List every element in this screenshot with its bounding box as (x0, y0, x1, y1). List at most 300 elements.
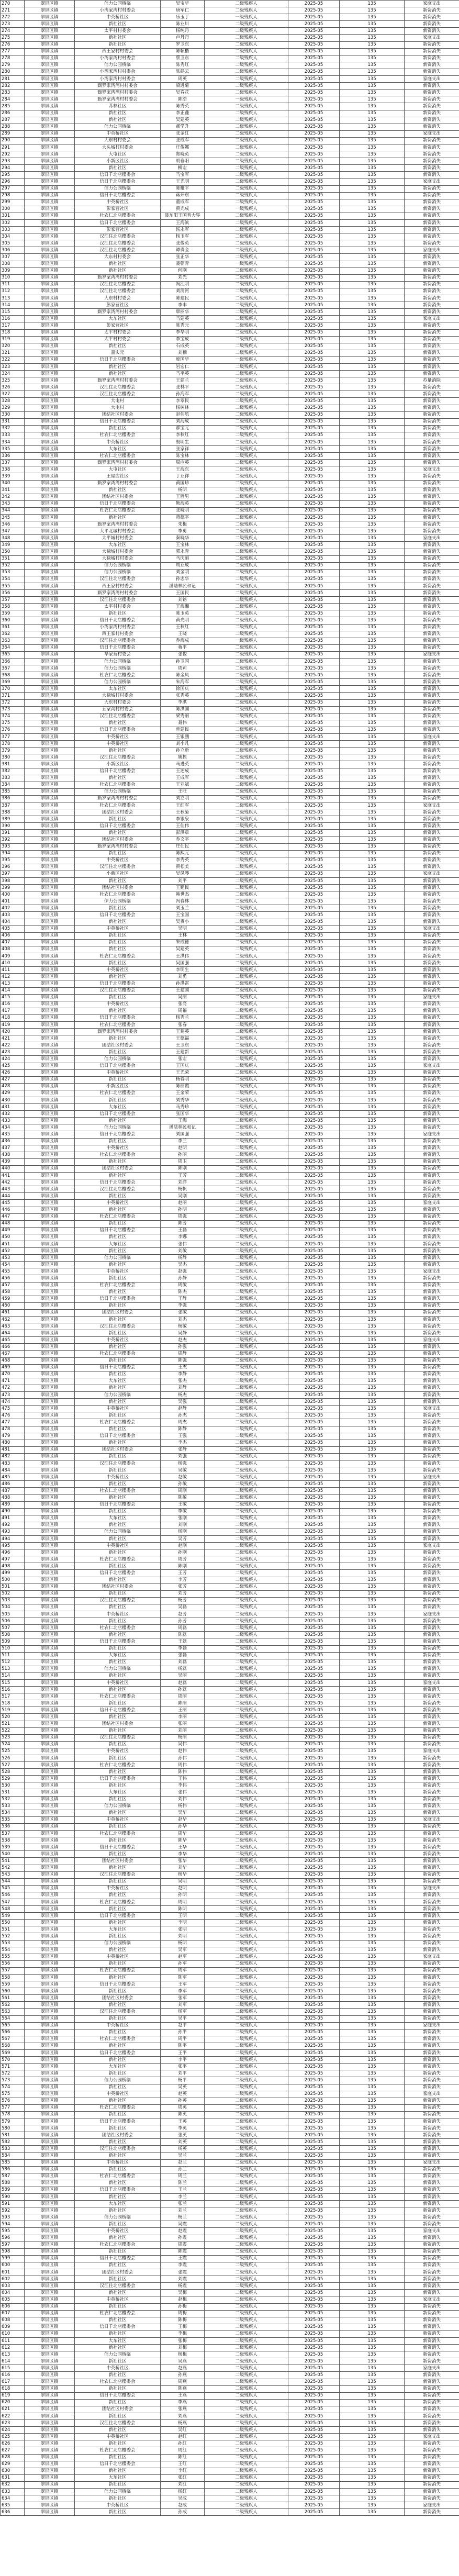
month-cell: 2025-05 (288, 528, 340, 535)
month-cell: 2025-05 (288, 1714, 340, 1721)
amount-cell: 135 (340, 185, 405, 192)
row-number: 283 (1, 90, 25, 96)
disability-level-cell: 二级残疾人 (205, 2098, 288, 2104)
row-number: 484 (1, 1467, 25, 1474)
amount-cell: 135 (340, 1282, 405, 1289)
amount-cell: 135 (340, 158, 405, 165)
disability-level-cell: 二级残疾人 (205, 1399, 288, 1406)
village-cell: 新社社区 (75, 1467, 161, 1474)
row-number: 456 (1, 1275, 25, 1282)
town-cell: 翠屏区镇 (25, 2118, 75, 2125)
month-cell: 2025-05 (288, 1796, 340, 1803)
village-cell: 团结社区村委会 (75, 1309, 161, 1316)
town-cell: 翠屏区镇 (25, 206, 75, 213)
row-number: 391 (1, 830, 25, 837)
disability-level-cell: 二级残疾人 (205, 816, 288, 823)
row-number: 343 (1, 500, 25, 507)
town-cell: 翠屏区镇 (25, 41, 75, 48)
name-cell: 吴明 (161, 1878, 205, 1885)
name-cell: 王兰 (161, 2187, 205, 2193)
town-cell: 翠屏区镇 (25, 1522, 75, 1529)
month-cell: 2025-05 (288, 1371, 340, 1378)
village-cell: 新社社区 (75, 2207, 161, 2214)
amount-cell: 135 (340, 418, 405, 425)
table-row (1, 329, 459, 336)
month-cell: 2025-05 (288, 425, 340, 432)
village-cell: 汉江住北店樱委会 (75, 281, 161, 288)
amount-cell: 135 (340, 932, 405, 939)
amount-cell: 135 (340, 2050, 405, 2057)
row-number: 448 (1, 1220, 25, 1227)
status-cell: 新资消失 (405, 432, 459, 439)
amount-cell: 135 (340, 864, 405, 871)
village-cell: 中英桥社区 (75, 925, 161, 932)
row-number: 463 (1, 1323, 25, 1330)
disability-level-cell: 二级残疾人 (205, 2303, 288, 2310)
status-cell: 新资消失 (405, 2221, 459, 2228)
name-cell: 王红军 (161, 802, 205, 809)
disability-level-cell: 二级残疾人 (205, 2468, 288, 2474)
village-cell: 汉江住北店樱委会 (75, 754, 161, 761)
village-cell: 杜农仁北店樱委会 (75, 1899, 161, 1905)
row-number: 599 (1, 2255, 25, 2262)
name-cell: 陈刚 (161, 1165, 205, 1172)
amount-cell: 135 (340, 610, 405, 617)
town-cell: 翠屏区镇 (25, 1885, 75, 1892)
table-row (1, 1317, 459, 1323)
amount-cell: 135 (340, 925, 405, 932)
table-row (1, 576, 459, 583)
table-row (1, 2420, 459, 2427)
amount-cell: 135 (340, 967, 405, 974)
name-cell: 曾建民 (161, 727, 205, 733)
name-cell: 王建兰 (161, 377, 205, 384)
village-cell: 中英桥社区 (75, 2296, 161, 2303)
town-cell: 翠屏区镇 (25, 2235, 75, 2242)
status-cell: 新资消失 (405, 1049, 459, 1056)
amount-cell: 135 (340, 741, 405, 748)
disability-level-cell: 二级残疾人 (205, 980, 288, 987)
disability-level-cell: 二级残疾人 (205, 1076, 288, 1083)
status-cell: 新资消失 (405, 1769, 459, 1776)
table-row (1, 2015, 459, 2022)
town-cell: 翠屏区镇 (25, 2434, 75, 2440)
table-row (1, 699, 459, 706)
row-number: 322 (1, 356, 25, 363)
status-cell: 新资消失 (405, 960, 459, 967)
village-cell: 杜农仁北店樱委会 (75, 782, 161, 788)
table-row (1, 1975, 459, 1981)
village-cell: 团结社区村委会 (75, 1721, 161, 1727)
village-cell: 汉江住北店樱委会 (75, 1186, 161, 1193)
amount-cell: 135 (340, 1625, 405, 1632)
amount-cell: 135 (340, 1118, 405, 1124)
village-cell: 新社社区 (75, 1906, 161, 1913)
town-cell: 翠屏区镇 (25, 2276, 75, 2283)
town-cell: 翠屏区镇 (25, 782, 75, 788)
town-cell: 翠屏区镇 (25, 1467, 75, 1474)
status-cell: 新资消失 (405, 898, 459, 905)
table-row (1, 172, 459, 179)
village-cell: 新社社区 (75, 1549, 161, 1556)
status-cell: 家庭支出 (405, 1543, 459, 1549)
amount-cell: 135 (340, 2029, 405, 2036)
status-cell: 新资消失 (405, 1412, 459, 1419)
name-cell: 张晓明 (161, 507, 205, 514)
row-number: 527 (1, 1762, 25, 1769)
table-row (1, 590, 459, 597)
status-cell: 家庭支出 (405, 1268, 459, 1275)
village-cell: 新社社区 (75, 1207, 161, 1213)
row-number: 376 (1, 727, 25, 733)
amount-cell: 135 (340, 590, 405, 597)
status-cell: 新资消失 (405, 1104, 459, 1111)
town-cell: 翠屏区镇 (25, 1145, 75, 1152)
amount-cell: 135 (340, 1940, 405, 1947)
disability-level-cell: 二级残疾人 (205, 1858, 288, 1865)
village-cell: 信力公园桥临 (75, 2077, 161, 2084)
name-cell: 陈平 (161, 2043, 205, 2049)
amount-cell: 135 (340, 1947, 405, 1954)
amount-cell: 135 (340, 1357, 405, 1364)
table-row (1, 425, 459, 432)
table-row (1, 1474, 459, 1481)
town-cell: 翠屏区镇 (25, 1666, 75, 1672)
town-cell: 翠屏区镇 (25, 1988, 75, 1995)
amount-cell: 135 (340, 549, 405, 555)
row-number: 278 (1, 55, 25, 62)
town-cell: 翠屏区镇 (25, 1954, 75, 1960)
disability-level-cell: 二级残疾人 (205, 2434, 288, 2440)
name-cell: 杨兰 (161, 2214, 205, 2221)
name-cell: 杨霞 (161, 2283, 205, 2290)
row-number: 508 (1, 1632, 25, 1638)
name-cell: 陈耀平 (161, 185, 205, 192)
amount-cell: 135 (340, 2043, 405, 2049)
table-row (1, 281, 459, 288)
disability-level-cell: 二级残疾人 (205, 398, 288, 405)
status-cell: 家庭支出 (405, 535, 459, 542)
amount-cell: 135 (340, 316, 405, 322)
village-cell: 新社社区 (75, 487, 161, 494)
village-cell: 杜农仁北店樱委会 (75, 1419, 161, 1426)
village-cell: 伊力公园桥临 (75, 898, 161, 905)
status-cell: 新资消失 (405, 336, 459, 343)
amount-cell: 135 (340, 748, 405, 754)
town-cell: 翠屏区镇 (25, 617, 75, 624)
village-cell: 新社社区 (75, 1577, 161, 1583)
town-cell: 翠屏区镇 (25, 1700, 75, 1707)
town-cell: 翠屏区镇 (25, 2296, 75, 2303)
table-row (1, 1549, 459, 1556)
name-cell: 赵静 (161, 1406, 205, 1412)
name-cell: 周梅 (161, 2310, 205, 2317)
disability-level-cell: 二级残疾人 (205, 1317, 288, 1323)
row-number: 346 (1, 521, 25, 528)
amount-cell: 135 (340, 1090, 405, 1097)
amount-cell: 135 (340, 1173, 405, 1179)
town-cell: 翠屏区镇 (25, 1577, 75, 1583)
village-cell: 信日千北店樱委会 (75, 2255, 161, 2262)
town-cell: 翠屏区镇 (25, 1351, 75, 1357)
disability-level-cell: 二级残疾人 (205, 1501, 288, 1508)
disability-level-cell: 二级残疾人 (205, 2454, 288, 2461)
amount-cell: 135 (340, 2248, 405, 2255)
row-number: 501 (1, 1583, 25, 1590)
name-cell: 王英 (161, 2118, 205, 2125)
disability-level-cell: 二级残疾人 (205, 1440, 288, 1446)
month-cell: 2025-05 (288, 2489, 340, 2495)
village-cell: 新社社区 (75, 878, 161, 885)
name-cell: 姚振 (161, 754, 205, 761)
name-cell: 李明生 (161, 967, 205, 974)
amount-cell: 135 (340, 1207, 405, 1213)
name-cell: 胡春阳 (161, 158, 205, 165)
status-cell: 新资消失 (405, 1440, 459, 1446)
disability-level-cell: 二级残疾人 (205, 515, 288, 521)
row-number: 631 (1, 2474, 25, 2481)
table-row (1, 90, 459, 96)
row-number: 591 (1, 2201, 25, 2207)
row-number: 380 (1, 754, 25, 761)
name-cell: 张梅 (161, 2337, 205, 2344)
row-number: 511 (1, 1652, 25, 1659)
village-cell: 新社社区 (75, 2440, 161, 2447)
disability-level-cell: 二级残疾人 (205, 1844, 288, 1851)
month-cell: 2025-05 (288, 1282, 340, 1289)
town-cell: 翠屏区镇 (25, 2194, 75, 2201)
amount-cell: 135 (340, 1495, 405, 1501)
table-row (1, 206, 459, 213)
row-number: 417 (1, 1008, 25, 1014)
village-cell: 杜农仁北店樱委会 (75, 1282, 161, 1289)
table-row (1, 515, 459, 521)
month-cell: 2025-05 (288, 542, 340, 549)
disability-level-cell: 二级残疾人 (205, 1275, 288, 1282)
month-cell: 2025-05 (288, 905, 340, 912)
amount-cell: 135 (340, 2036, 405, 2043)
month-cell: 2025-05 (288, 1577, 340, 1583)
table-row (1, 1323, 459, 1330)
month-cell: 2025-05 (288, 1097, 340, 1104)
status-cell: 新资消失 (405, 1687, 459, 1693)
amount-cell: 135 (340, 28, 405, 35)
month-cell: 2025-05 (288, 288, 340, 295)
disability-level-cell: 二级残疾人 (205, 1776, 288, 1782)
amount-cell: 135 (340, 2098, 405, 2104)
town-cell: 翠屏区镇 (25, 2310, 75, 2317)
table-row (1, 322, 459, 329)
disability-level-cell: 二级残疾人 (205, 144, 288, 151)
name-cell: 陈建民 (161, 295, 205, 302)
amount-cell: 135 (340, 754, 405, 761)
town-cell: 翠屏区镇 (25, 1042, 75, 1049)
name-cell: 刘勇 (161, 974, 205, 980)
row-number: 541 (1, 1858, 25, 1865)
row-number: 276 (1, 41, 25, 48)
row-number: 479 (1, 1433, 25, 1440)
table-row (1, 2255, 459, 2262)
month-cell: 2025-05 (288, 830, 340, 837)
month-cell: 2025-05 (288, 1248, 340, 1255)
row-number: 349 (1, 542, 25, 549)
amount-cell: 135 (340, 2345, 405, 2351)
row-number: 506 (1, 1618, 25, 1625)
status-cell: 新资消失 (405, 158, 459, 165)
disability-level-cell: 二级残疾人 (205, 329, 288, 336)
village-cell: 新社社区 (75, 1357, 161, 1364)
table-row (1, 144, 459, 151)
table-row (1, 1823, 459, 1830)
row-number: 363 (1, 638, 25, 644)
row-number: 316 (1, 316, 25, 322)
disability-level-cell: 二级残疾人 (205, 1021, 288, 1028)
month-cell: 2025-05 (288, 158, 340, 165)
amount-cell: 135 (340, 2461, 405, 2468)
disability-level-cell: 二级残疾人 (205, 1878, 288, 1885)
table-row (1, 782, 459, 788)
village-cell: 新社社区 (75, 2139, 161, 2146)
town-cell: 翠屏区镇 (25, 932, 75, 939)
name-cell: 杨伟 (161, 1803, 205, 1810)
status-cell: 新资消失 (405, 1638, 459, 1645)
status-cell: 新资消失 (405, 21, 459, 28)
month-cell: 2025-05 (288, 871, 340, 877)
amount-cell: 135 (340, 165, 405, 172)
status-cell: 新资消失 (405, 2427, 459, 2434)
village-cell: 太平村村委会 (75, 604, 161, 610)
town-cell: 翠屏区镇 (25, 1289, 75, 1296)
amount-cell: 135 (340, 240, 405, 247)
disability-level-cell: 二级残疾人 (205, 1543, 288, 1549)
village-cell: 新社社区 (75, 267, 161, 274)
town-cell: 翠屏区镇 (25, 549, 75, 555)
name-cell: 张明 (161, 1926, 205, 1933)
status-cell: 新资消失 (405, 1947, 459, 1954)
status-cell: 新资消失 (405, 2440, 459, 2447)
table-row (1, 2153, 459, 2159)
month-cell: 2025-05 (288, 1179, 340, 1186)
status-cell: 新资消失 (405, 302, 459, 309)
disability-level-cell: 二级残疾人 (205, 802, 288, 809)
table-row (1, 562, 459, 569)
disability-level-cell: 二级残疾人 (205, 2029, 288, 2036)
amount-cell: 135 (340, 2187, 405, 2193)
amount-cell: 135 (340, 2303, 405, 2310)
month-cell: 2025-05 (288, 1508, 340, 1515)
disability-level-cell: 二级残疾人 (205, 1220, 288, 1227)
disability-level-cell: 二级残疾人 (205, 727, 288, 733)
amount-cell: 135 (340, 96, 405, 103)
name-cell: 周燕 (161, 2379, 205, 2385)
amount-cell: 135 (340, 980, 405, 987)
village-cell: 杜农仁北店樱委会 (75, 953, 161, 960)
disability-level-cell: 二级残疾人 (205, 1323, 288, 1330)
name-cell: 刘洋 (161, 1179, 205, 1186)
month-cell: 2025-05 (288, 748, 340, 754)
disability-level-cell: 二级残疾人 (205, 2043, 288, 2049)
town-cell: 翠屏区镇 (25, 2201, 75, 2207)
table-row (1, 288, 459, 295)
month-cell: 2025-05 (288, 227, 340, 233)
row-number: 478 (1, 1426, 25, 1433)
name-cell: 杨春明 (161, 1076, 205, 1083)
month-cell: 2025-05 (288, 754, 340, 761)
disability-level-cell: 二级残疾人 (205, 2009, 288, 2015)
name-cell: 张宏 (161, 1056, 205, 1063)
table-row (1, 1179, 459, 1186)
row-number: 295 (1, 172, 25, 179)
amount-cell: 135 (340, 1960, 405, 1967)
status-cell: 新资消失 (405, 288, 459, 295)
row-number: 293 (1, 158, 25, 165)
village-cell: 新社社区 (75, 261, 161, 267)
town-cell: 翠屏区镇 (25, 83, 75, 90)
amount-cell: 135 (340, 2481, 405, 2488)
row-number: 274 (1, 28, 25, 35)
town-cell: 翠屏区镇 (25, 816, 75, 823)
name-cell: 冯江明 (161, 281, 205, 288)
row-number: 476 (1, 1412, 25, 1419)
village-cell: 新社社区 (75, 1453, 161, 1460)
name-cell: 陈霞 (161, 2248, 205, 2255)
status-cell: 新资消失 (405, 932, 459, 939)
status-cell: 新资消失 (405, 90, 459, 96)
disability-level-cell: 二级残疾人 (205, 960, 288, 967)
status-cell: 苏量消除 (405, 377, 459, 384)
month-cell: 2025-05 (288, 1851, 340, 1858)
name-cell: 杨强 (161, 1460, 205, 1467)
town-cell: 翠屏区镇 (25, 555, 75, 562)
row-number: 308 (1, 261, 25, 267)
row-number: 547 (1, 1899, 25, 1905)
town-cell: 翠屏区镇 (25, 1406, 75, 1412)
row-number: 567 (1, 2036, 25, 2043)
amount-cell: 135 (340, 425, 405, 432)
village-cell: 信力公园桥临 (75, 1666, 161, 1672)
status-cell: 新资消失 (405, 1467, 459, 1474)
month-cell: 2025-05 (288, 857, 340, 864)
month-cell: 2025-05 (288, 1049, 340, 1056)
month-cell: 2025-05 (288, 1679, 340, 1686)
row-number: 523 (1, 1734, 25, 1741)
disability-level-cell: 二级残疾人 (205, 1816, 288, 1823)
town-cell: 翠屏区镇 (25, 391, 75, 398)
month-cell: 2025-05 (288, 1021, 340, 1028)
table-row (1, 795, 459, 802)
village-cell: 信日千北店樱委会 (75, 2050, 161, 2057)
town-cell: 翠屏区镇 (25, 2029, 75, 2036)
village-cell: 新社社区 (75, 2345, 161, 2351)
amount-cell: 135 (340, 1831, 405, 1837)
village-cell: 新社社区 (75, 2153, 161, 2159)
disability-level-cell: 二级残疾人 (205, 672, 288, 679)
village-cell: 大东社区 (75, 2337, 161, 2344)
table-row (1, 1, 459, 7)
table-row (1, 1913, 459, 1920)
amount-cell: 135 (340, 2269, 405, 2276)
status-cell: 家庭支出 (405, 1885, 459, 1892)
village-cell: 新社社区 (75, 1714, 161, 1721)
table-row (1, 1460, 459, 1467)
status-cell: 新资消失 (405, 1364, 459, 1371)
row-number: 524 (1, 1741, 25, 1748)
name-cell: 吴建英 (161, 117, 205, 124)
status-cell: 新资消失 (405, 1522, 459, 1529)
table-row (1, 343, 459, 350)
town-cell: 翠屏区镇 (25, 686, 75, 693)
amount-cell: 135 (340, 1262, 405, 1268)
